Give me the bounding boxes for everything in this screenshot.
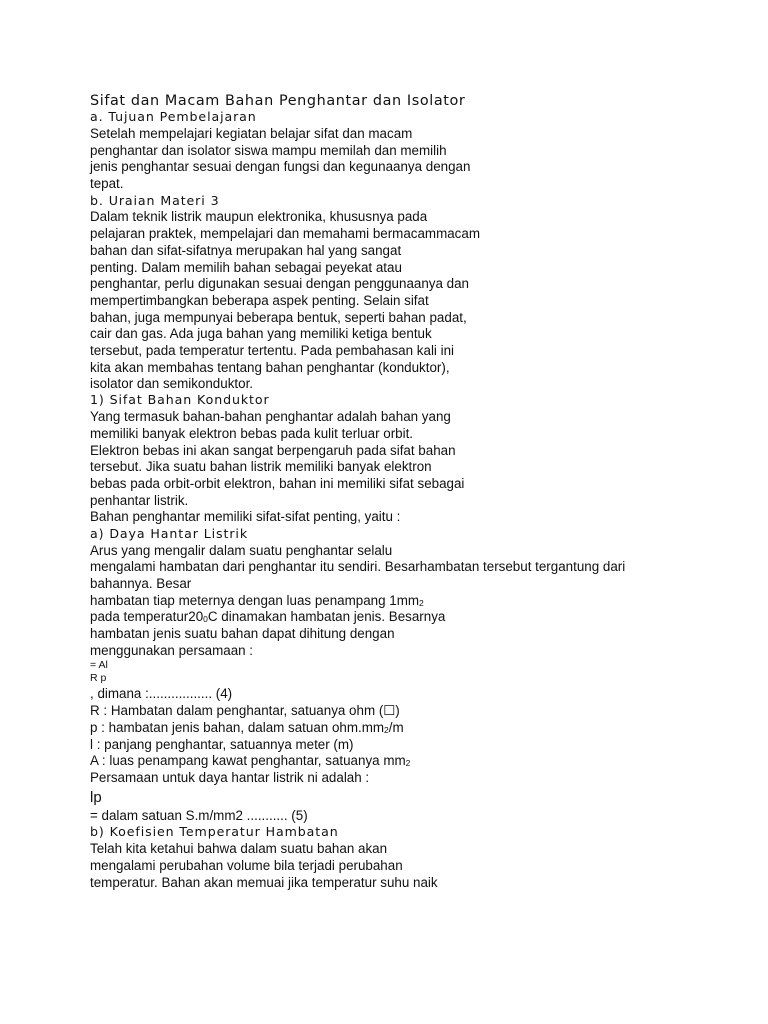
line-text: /m (388, 720, 404, 735)
formula-reference: = dalam satuan S.m/mm2 ........... (5) (90, 808, 308, 823)
document-title: Sifat dan Macam Bahan Penghantar dan Isolator (90, 93, 466, 109)
paragraph-line: hambatan jenis suatu bahan dapat dihitung dengan (90, 626, 395, 641)
paragraph-line: jenis penghantar sesuai dengan fungsi dan kegunaanya dengan (90, 159, 471, 174)
paragraph-line: bahan dan sifat-sifatnya merupakan hal yang sangat (90, 243, 402, 258)
paragraph-line: mengalami hambatan dari penghantar itu sendiri. Besarhambatan tersebut tergantung dari (90, 559, 626, 574)
paragraph-line: Persamaan untuk daya hantar listrik ni adalah : (90, 770, 370, 785)
paragraph-line (90, 609, 445, 627)
definition-A (90, 753, 410, 771)
subscript: 2 (384, 725, 389, 735)
paragraph-line: penghantar dan isolator siswa mampu memilah dan memilih (90, 143, 447, 158)
formula-bottom: R p (90, 672, 107, 684)
paragraph-line: cair dan gas. Ada juga bahan yang memiliki ketiga bentuk (90, 326, 432, 341)
paragraph-line: pelajaran praktek, mempelajari dan memahami bermacammacam (90, 226, 480, 241)
paragraph-line: Bahan penghantar memiliki sifat-sifat penting, yaitu : (90, 509, 401, 524)
paragraph-line: penghantar, perlu digunakan sesuai dengan penggunaanya dan (90, 276, 469, 291)
section-heading-koefisien: b) Koefisien Temperatur Hambatan (90, 824, 339, 839)
formula-symbol: lp (90, 789, 102, 806)
line-text: hambatan tiap meternya dengan luas penampang 1mm (90, 593, 420, 608)
paragraph-line: isolator dan semikonduktor. (90, 376, 254, 391)
paragraph-line: mempertimbangkan beberapa aspek penting. Selain sifat (90, 293, 429, 308)
subscript: 2 (419, 598, 424, 608)
paragraph-line: mengalami perubahan volume bila terjadi perubahan (90, 858, 403, 873)
paragraph-line: Telah kita ketahui bahwa dalam suatu bahan akan (90, 841, 388, 856)
paragraph-line: Dalam teknik listrik maupun elektronika, khususnya pada (90, 209, 428, 224)
subscript: 0 (203, 614, 208, 624)
paragraph-line: kita akan membahas tentang bahan penghantar (konduktor), (90, 360, 450, 375)
formula-top: = Al (90, 659, 108, 671)
section-heading-sifat-konduktor: 1) Sifat Bahan Konduktor (90, 392, 270, 407)
section-heading-daya-hantar: a) Daya Hantar Listrik (90, 526, 249, 541)
paragraph-line: tepat. (90, 176, 124, 191)
paragraph-line: bahannya. Besar (90, 576, 192, 591)
section-heading-tujuan: a. Tujuan Pembelajaran (90, 109, 257, 124)
section-heading-uraian: b. Uraian Materi 3 (90, 193, 220, 208)
paragraph-line: menggunakan persamaan : (90, 643, 254, 658)
line-text: C dinamakan hambatan jenis. Besarnya (207, 609, 446, 624)
line-text: A : luas penampang kawat penghantar, satuanya mm (90, 753, 406, 768)
paragraph-line: Setelah mempelajari kegiatan belajar sifat dan macam (90, 126, 413, 141)
paragraph-line: penhantar listrik. (90, 493, 189, 508)
line-text: p : hambatan jenis bahan, dalam satuan ohm.mm (90, 720, 385, 735)
line-text: pada temperatur20 (90, 609, 204, 624)
paragraph-line: bebas pada orbit-orbit elektron, bahan ini memiliki sifat sebagai (90, 476, 465, 491)
definition-l: l : panjang penghantar, satuannya meter (m) (90, 737, 354, 752)
formula-reference: , dimana :................. (4) (90, 686, 233, 701)
paragraph-line: bahan, juga mempunyai beberapa bentuk, seperti bahan padat, (90, 310, 467, 325)
paragraph-line: temperatur. Bahan akan memuai jika temperatur suhu naik (90, 875, 438, 890)
paragraph-line: Elektron bebas ini akan sangat berpengaruh pada sifat bahan (90, 443, 456, 458)
paragraph-line: tersebut, pada temperatur tertentu. Pada pembahasan kali ini (90, 343, 455, 358)
subscript: 2 (405, 758, 411, 768)
definition-p (90, 720, 404, 738)
definition-R: R : Hambatan dalam penghantar, satuanya ohm (☐) (90, 703, 400, 718)
paragraph-line: Yang termasuk bahan-bahan penghantar adalah bahan yang (90, 409, 451, 424)
paragraph-line: Arus yang mengalir dalam suatu penghantar selalu (90, 543, 393, 558)
paragraph-line: memiliki banyak elektron bebas pada kulit terluar orbit. (90, 426, 414, 441)
paragraph-line: tersebut. Jika suatu bahan listrik memiliki banyak elektron (90, 459, 432, 474)
paragraph-line: penting. Dalam memilih bahan sebagai peyekat atau (90, 260, 402, 275)
